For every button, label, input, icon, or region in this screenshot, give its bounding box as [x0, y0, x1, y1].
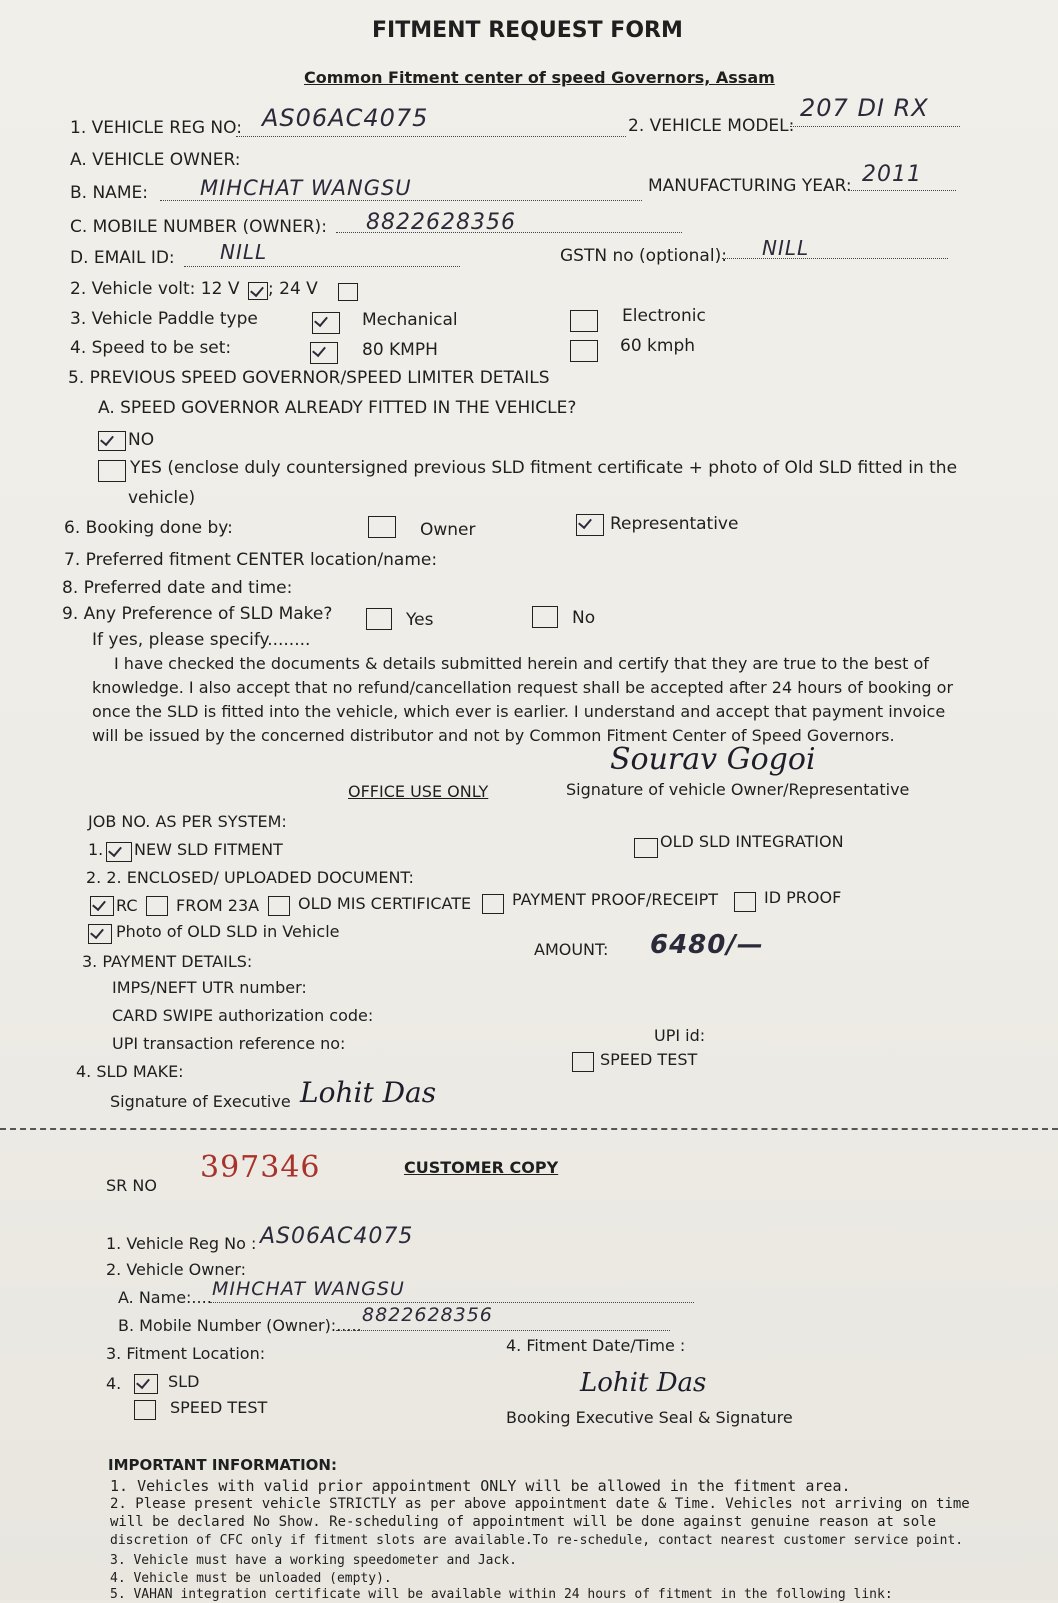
cust-exec-signature: Lohit Das: [580, 1368, 707, 1398]
volt-24v-checkbox[interactable]: [338, 283, 358, 301]
pref-make-label: 9. Any Preference of SLD Make?: [62, 604, 333, 624]
declaration-line-2: knowledge. I also accept that no refund/cancellation request shall be accepted after 24 hours of booking or: [92, 678, 954, 697]
pref-yes-label: Yes: [406, 610, 434, 630]
important-line-2: 2. Please present vehicle STRICTLY as per above appointment date & Time. Vehicles not arriving on time: [110, 1496, 970, 1512]
important-line-7: 5. VAHAN integration certificate will be available within 24 hours of fitment in the following link:: [110, 1587, 893, 1602]
paddle-electronic-label: Electronic: [622, 306, 706, 326]
pref-center-label: 7. Preferred fitment CENTER location/name:: [64, 550, 438, 570]
amount-value: 6480/—: [650, 930, 764, 960]
volt-12v-checkbox[interactable]: [248, 282, 268, 300]
speed-60-checkbox[interactable]: [570, 340, 598, 362]
paddle-mechanical-label: Mechanical: [362, 310, 458, 330]
payment-details-label: 3. PAYMENT DETAILS:: [82, 952, 253, 971]
doc-rc-checkbox[interactable]: [90, 896, 114, 916]
sld-make-label: 4. SLD MAKE:: [76, 1062, 184, 1081]
reg-no-line: [236, 136, 626, 137]
prev-yes-label-cont: vehicle): [128, 488, 196, 508]
job-no-label: JOB NO. AS PER SYSTEM:: [88, 812, 287, 831]
cust-speed-test-checkbox[interactable]: [134, 1400, 156, 1420]
cust-mobile-line: [336, 1330, 670, 1331]
form-title: FITMENT REQUEST FORM: [372, 18, 683, 43]
speed-80-label: 80 KMPH: [362, 340, 438, 360]
gstn-line: [722, 258, 948, 259]
cust-seal-label: Booking Executive Seal & Signature: [506, 1408, 793, 1427]
model-line: [790, 126, 960, 127]
mfg-year-value: 2011: [862, 162, 922, 187]
important-line-6: 4. Vehicle must be unloaded (empty).: [110, 1571, 392, 1586]
sr-no-value: 397346: [200, 1150, 321, 1185]
amount-label: AMOUNT:: [534, 940, 609, 959]
pref-yes-checkbox[interactable]: [366, 608, 392, 630]
doc-mis-label: OLD MIS CERTIFICATE: [298, 894, 472, 913]
booking-label: 6. Booking done by:: [64, 518, 233, 538]
mobile-value: 8822628356: [366, 210, 516, 235]
important-line-5: 3. Vehicle must have a working speedometer and Jack.: [110, 1553, 517, 1568]
upi-ref-label: UPI transaction reference no:: [112, 1034, 346, 1053]
booking-rep-checkbox[interactable]: [576, 514, 604, 536]
cust-name-line: [210, 1302, 694, 1303]
doc-mis-checkbox[interactable]: [268, 896, 290, 916]
email-label: D. EMAIL ID:: [70, 248, 175, 268]
doc-23a-label: FROM 23A: [176, 896, 260, 915]
paddle-label: 3. Vehicle Paddle type: [70, 309, 258, 329]
imps-label: IMPS/NEFT UTR number:: [112, 978, 307, 997]
cust-sld-label: SLD: [168, 1372, 200, 1391]
cust-owner-label: 2. Vehicle Owner:: [106, 1260, 247, 1279]
cust-item4-number: 4.: [106, 1374, 122, 1393]
paddle-mechanical-checkbox[interactable]: [312, 312, 340, 334]
prev-yes-label: YES (enclose duly countersigned previous SLD fitment certificate + photo of Old SLD fitted in the: [130, 458, 958, 478]
office-speed-test-checkbox[interactable]: [572, 1052, 594, 1072]
mobile-label: C. MOBILE NUMBER (OWNER):: [70, 217, 327, 237]
declaration-line-3: once the SLD is fitted into the vehicle, which ever is earlier. I understand and accept that payment invoice: [92, 702, 946, 721]
booking-owner-checkbox[interactable]: [368, 516, 396, 538]
form-subtitle: Common Fitment center of speed Governors, Assam: [304, 68, 775, 87]
prev-no-label: NO: [128, 430, 155, 450]
new-sld-label: NEW SLD FITMENT: [134, 840, 283, 859]
owner-label: A. VEHICLE OWNER:: [70, 150, 241, 170]
doc-23a-checkbox[interactable]: [146, 896, 168, 916]
new-sld-checkbox[interactable]: [106, 842, 132, 862]
prev-no-checkbox[interactable]: [98, 431, 126, 451]
email-value: NILL: [220, 240, 268, 264]
speed-60-label: 60 kmph: [620, 336, 696, 356]
doc-photo-checkbox[interactable]: [88, 924, 112, 944]
speed-label: 4. Speed to be set:: [70, 338, 232, 358]
cust-name-label: A. Name:....: [118, 1288, 212, 1307]
cust-reg-value: AS06AC4075: [260, 1224, 414, 1249]
doc-rc-label: RC: [116, 896, 138, 915]
volt-24v-label: ; 24 V: [268, 279, 318, 299]
office-speed-test-label: SPEED TEST: [600, 1050, 698, 1069]
mfg-year-line: [848, 190, 956, 191]
pref-no-label: No: [572, 608, 596, 628]
pref-specify-label: If yes, please specify........: [92, 630, 311, 650]
cust-reg-label: 1. Vehicle Reg No :: [106, 1234, 257, 1253]
important-heading: IMPORTANT INFORMATION:: [108, 1456, 337, 1474]
upi-id-label: UPI id:: [654, 1026, 706, 1045]
cust-name-value: MIHCHAT WANGSU: [212, 1278, 405, 1300]
cust-sld-checkbox[interactable]: [134, 1374, 158, 1394]
card-label: CARD SWIPE authorization code:: [112, 1006, 374, 1025]
declaration-line-4: will be issued by the concerned distributor and not by Common Fitment Center of Speed Governors.: [92, 726, 895, 745]
important-line-3: will be declared No Show. Re-scheduling of appointment will be done against genuine reason at sole: [110, 1514, 937, 1530]
gstn-label: GSTN no (optional):: [560, 246, 727, 266]
exec-signature: Lohit Das: [300, 1076, 437, 1109]
booking-rep-label: Representative: [610, 514, 739, 534]
prev-sld-heading: 5. PREVIOUS SPEED GOVERNOR/SPEED LIMITER DETAILS: [68, 368, 550, 388]
model-value: 207 DI RX: [800, 94, 929, 122]
important-line-4: discretion of CFC only if fitment slots are available.To re-schedule, contact nearest customer service point.: [110, 1533, 964, 1548]
gstn-value: NILL: [762, 236, 810, 260]
owner-signature-label: Signature of vehicle Owner/Representative: [566, 780, 910, 799]
model-label: 2. VEHICLE MODEL:: [628, 116, 795, 136]
exec-signature-label: Signature of Executive: [110, 1092, 291, 1111]
sr-no-label: SR NO: [106, 1176, 157, 1195]
prev-sld-question: A. SPEED GOVERNOR ALREADY FITTED IN THE VEHICLE?: [98, 398, 577, 418]
paddle-electronic-checkbox[interactable]: [570, 310, 598, 332]
owner-signature: Sourav Gogoi: [610, 742, 816, 777]
speed-80-checkbox[interactable]: [310, 342, 338, 364]
reg-no-label: 1. VEHICLE REG NO:: [70, 118, 242, 138]
email-line: [184, 266, 460, 267]
prev-yes-checkbox[interactable]: [98, 460, 126, 482]
enclosed-doc-label: 2. 2. ENCLOSED/ UPLOADED DOCUMENT:: [86, 868, 414, 887]
name-value: MIHCHAT WANGSU: [200, 176, 412, 200]
doc-photo-label: Photo of OLD SLD in Vehicle: [116, 922, 340, 941]
cust-datetime-label: 4. Fitment Date/Time :: [506, 1336, 686, 1355]
booking-owner-label: Owner: [420, 520, 476, 540]
cust-speed-test-label: SPEED TEST: [170, 1398, 268, 1417]
office-use-heading: OFFICE USE ONLY: [348, 782, 489, 801]
tear-off-line: [0, 1128, 1058, 1130]
declaration-line-1: I have checked the documents & details submitted herein and certify that they are true to the best of: [114, 654, 929, 673]
cust-mobile-value: 8822628356: [362, 1304, 493, 1326]
name-line: [160, 200, 642, 201]
pref-no-checkbox[interactable]: [532, 606, 558, 628]
old-sld-checkbox[interactable]: [634, 838, 658, 858]
important-line-1: 1. Vehicles with valid prior appointment ONLY will be allowed in the fitment area.: [110, 1477, 851, 1495]
cust-mobile-label: B. Mobile Number (Owner):.....: [118, 1316, 362, 1335]
pref-date-label: 8. Preferred date and time:: [62, 578, 293, 598]
reg-no-value: AS06AC4075: [262, 104, 429, 132]
old-sld-label: OLD SLD INTEGRATION: [660, 832, 844, 851]
volt-label: 2. Vehicle volt: 12 V: [70, 279, 240, 299]
new-sld-number: 1.: [88, 840, 104, 859]
cust-location-label: 3. Fitment Location:: [106, 1344, 266, 1363]
doc-payment-label: PAYMENT PROOF/RECEIPT: [512, 890, 719, 909]
doc-id-label: ID PROOF: [764, 888, 842, 907]
mfg-year-label: MANUFACTURING YEAR:: [648, 176, 852, 196]
customer-copy-heading: CUSTOMER COPY: [404, 1158, 559, 1177]
doc-payment-checkbox[interactable]: [482, 894, 504, 914]
doc-id-checkbox[interactable]: [734, 892, 756, 912]
name-label: B. NAME:: [70, 183, 148, 203]
